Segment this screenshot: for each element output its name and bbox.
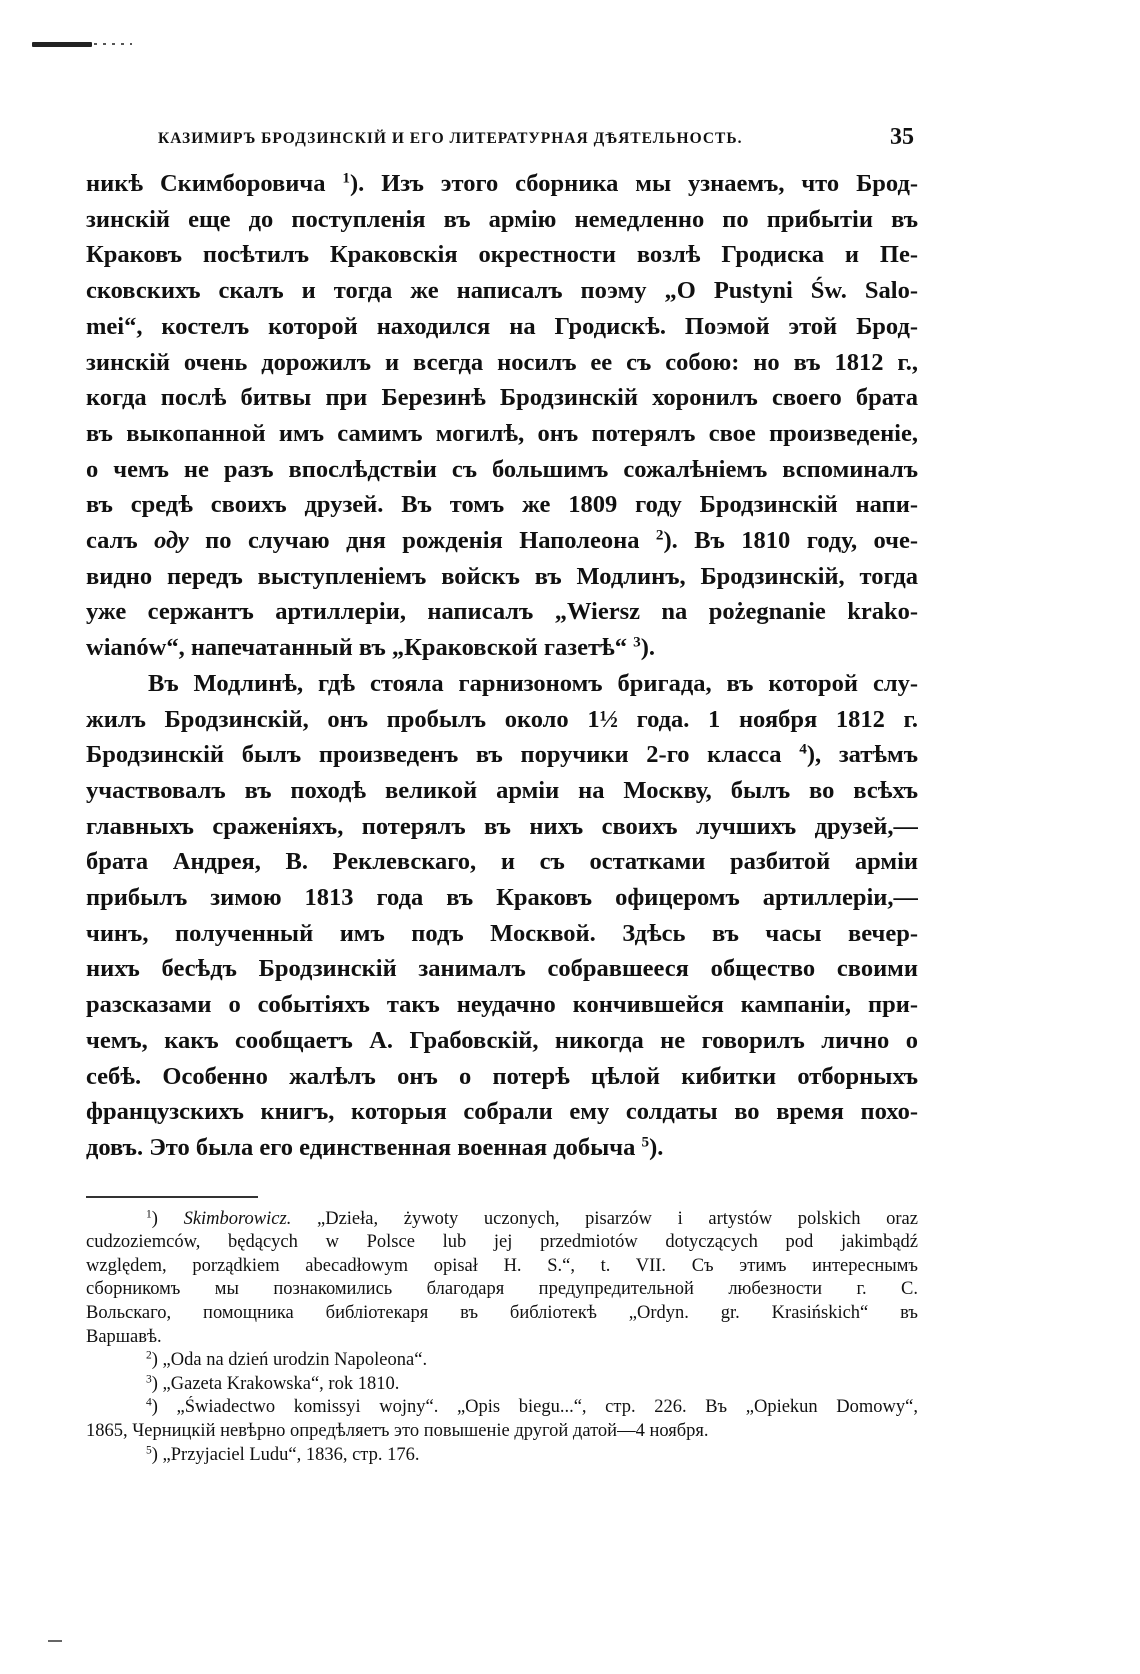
footnote-ref: 3 — [633, 633, 641, 651]
footnote-paren: ) — [151, 1444, 163, 1465]
line-text: ). — [640, 634, 656, 662]
footnote-line — [86, 1278, 918, 1302]
line-text: ). — [649, 1133, 664, 1161]
line-text: чинъ, полученный имъ подъ Москвой. Здѣсь въ часы вечер- — [86, 919, 918, 947]
line-text: нихъ бесѣдъ Бродзинскій занималъ собравшееся общество своими — [86, 955, 918, 983]
line-text: французскихъ книгъ, которыя собрали ему солдаты во время похо- — [86, 1098, 918, 1126]
line-text: зинскій очень дорожилъ и всегда носилъ ее съ собою: но въ 1812 г., — [86, 348, 918, 376]
footnote-divider — [86, 1196, 258, 1198]
line-text: Въ Модлинѣ, гдѣ стояла гарнизономъ бригада, въ которой слу- — [148, 669, 918, 697]
body-line — [86, 452, 918, 488]
footnote-number: 1 — [146, 1208, 152, 1221]
body-line — [86, 773, 918, 809]
footnote-text: cudzoziemców, będących w Polsce lub jej przedmiotów dotyczących pod jakimbądź — [86, 1232, 918, 1253]
line-text: жилъ Бродзинскій, онъ пробылъ около 1½ года. 1 ноября 1812 г. — [86, 705, 918, 733]
line-text: участвовалъ въ походѣ великой арміи на Москву, былъ во всѣхъ — [86, 776, 918, 804]
page — [86, 120, 918, 1467]
page-number: 35 — [890, 124, 914, 150]
footnote-paren: ) — [151, 1350, 163, 1371]
body-line — [86, 380, 918, 416]
line-text: никѣ Скимборовича — [86, 170, 343, 197]
footnote-line — [86, 1373, 918, 1397]
body-line — [86, 309, 918, 345]
emphasis-text: оду — [154, 527, 189, 555]
line-text: ). Въ 1810 году, оче- — [663, 527, 918, 555]
footnote-number: 5 — [146, 1444, 152, 1457]
footnote-paren: ) — [151, 1373, 163, 1394]
body-line — [86, 951, 918, 987]
body-line — [86, 987, 918, 1023]
line-text: уже сержантъ артиллеріи, написалъ „Wiersz na pożegnanie krako- — [86, 598, 918, 626]
footnote-text: сборникомъ мы познакомились благодаря предупредительной любезности г. С. — [86, 1279, 918, 1300]
body-line — [86, 809, 918, 845]
body-line — [86, 523, 918, 559]
footnote-text: „Dzieła, żywoty uczonych, pisarzów i artystów polskich oraz — [291, 1208, 918, 1229]
footnote-line — [86, 1231, 918, 1255]
line-text: брата Андрея, В. Реклевскаго, и съ остатками разбитой арміи — [86, 848, 918, 876]
body-line — [86, 594, 918, 630]
line-text: зинскій еще до поступленія въ армію немедленно по прибытіи въ — [86, 205, 918, 233]
body-line — [86, 844, 918, 880]
footnote-ref: 5 — [641, 1133, 650, 1151]
footnote-line — [86, 1208, 918, 1232]
body-line — [86, 345, 918, 381]
body-line — [86, 737, 918, 773]
footnote-paren: ) — [151, 1397, 177, 1418]
footnote-number: 3 — [146, 1373, 152, 1386]
body-line — [86, 487, 918, 523]
footnote-line — [86, 1326, 918, 1350]
footnote-line — [86, 1302, 918, 1326]
footnote-text: „Gazeta Krakowska“, rok 1810. — [162, 1373, 400, 1394]
running-title: КАЗИМИРЪ БРОДЗИНСКІЙ И ЕГО ЛИТЕРАТУРНАЯ ДѢЯТЕЛЬНОСТЬ. — [158, 130, 743, 147]
body-line — [86, 273, 918, 309]
body-line — [86, 1094, 918, 1130]
footnote-text: „Świadectwo komissyi wojny“. „Opis biegu...“, стр. 226. Въ „Opiekun Domowy“, — [176, 1397, 918, 1418]
footnote-ref: 4 — [799, 740, 807, 758]
line-text: чемъ, какъ сообщаетъ А. Грабовскій, никогда не говорилъ лично о — [86, 1026, 918, 1054]
footnote-text: Вольскаго, помощника библіотекаря въ библіотекѣ „Ordyn. gr. Krasińskich“ въ — [86, 1303, 918, 1324]
line-text: главныхъ сраженіяхъ, потерялъ въ нихъ своихъ лучшихъ друзей,— — [86, 812, 918, 840]
line-text: въ выкопанной имъ самимъ могилѣ, онъ потерялъ свое произведеніе, — [86, 419, 918, 447]
footnote-line — [86, 1349, 918, 1373]
line-text: mei“, костелъ которой находился на Гродискѣ. Поэмой этой Брод- — [86, 312, 918, 340]
footnote-ref: 1 — [342, 169, 350, 187]
body-line — [86, 416, 918, 452]
footnote-number: 4 — [146, 1397, 152, 1410]
body-line — [86, 1130, 918, 1166]
body-line — [86, 880, 918, 916]
line-text: о чемъ не разъ впослѣдствіи съ большимъ сожалѣніемъ вспоминалъ — [86, 455, 918, 483]
line-text: сковскихъ скалъ и тогда же написалъ поэму „O Pustyni Św. Salo- — [86, 277, 918, 305]
line-text: ). Изъ этого сборника мы узнаемъ, что Брод- — [349, 170, 918, 197]
line-text: когда послѣ битвы при Березинѣ Бродзинскій хоронилъ своего брата — [86, 384, 918, 412]
line-text: довъ. Это была его единственная военная добыча — [86, 1133, 642, 1161]
line-text: видно передъ выступленіемъ войскъ въ Модлинъ, Бродзинскій, тогда — [86, 562, 918, 590]
footnote-ref: 2 — [655, 526, 664, 544]
footnotes — [86, 1208, 918, 1468]
body-line — [86, 916, 918, 952]
footnote-text: Варшавѣ. — [86, 1326, 162, 1347]
line-text: Бродзинскій былъ произведенъ въ поручики 2-го класса — [86, 741, 800, 769]
body-line — [86, 1059, 918, 1095]
body-line — [86, 702, 918, 738]
body-line — [86, 202, 918, 238]
footnote-text: „Przyjaciel Ludu“, 1836, стр. 176. — [162, 1444, 420, 1465]
line-text: Краковъ посѣтилъ Краковскія окрестности возлѣ Гродиска и Пе- — [86, 241, 918, 269]
line-text: ), затѣмъ — [806, 741, 918, 769]
scan-artifact — [32, 42, 92, 47]
footnote-author: Skimborowicz. — [183, 1208, 292, 1229]
line-text: разсказами о событіяхъ такъ неудачно кончившейся кампаніи, при- — [86, 991, 918, 1019]
body-line — [86, 630, 918, 666]
body-line — [86, 1023, 918, 1059]
line-text: по случаю дня рожденія Наполеона — [188, 527, 656, 555]
body-line — [86, 666, 918, 702]
scan-artifact-bottom — [48, 1640, 62, 1642]
footnote-line — [86, 1255, 918, 1279]
body-line — [86, 166, 918, 202]
footnote-line — [86, 1396, 918, 1420]
line-text: прибылъ зимою 1813 года въ Краковъ офицеромъ артиллеріи,— — [86, 884, 918, 912]
line-text: wianów“, напечатанный въ „Краковской газетѣ“ — [86, 634, 634, 662]
line-text: салъ — [86, 527, 155, 555]
line-text: себѣ. Особенно жалѣлъ онъ о потерѣ цѣлой кибитки отборныхъ — [86, 1062, 918, 1090]
body-line — [86, 237, 918, 273]
body-text — [86, 166, 918, 1166]
footnote-text: „Oda na dzień urodzin Napoleona“. — [162, 1350, 428, 1371]
footnote-line — [86, 1420, 918, 1444]
footnote-text: względem, porządkiem abecadłowym opisał H. S.“, t. VII. Съ этимъ интереснымъ — [86, 1255, 918, 1276]
line-text: въ средѣ своихъ друзей. Въ томъ же 1809 году Бродзинскій напи- — [86, 491, 918, 519]
footnote-paren: ) — [151, 1208, 184, 1229]
footnote-text: 1865, Черницкій невѣрно опредѣляетъ это повышеніе другой датой—4 ноября. — [86, 1421, 709, 1442]
footnote-line — [86, 1444, 918, 1468]
body-line — [86, 559, 918, 595]
running-head — [86, 120, 918, 156]
footnote-number: 2 — [146, 1349, 152, 1362]
